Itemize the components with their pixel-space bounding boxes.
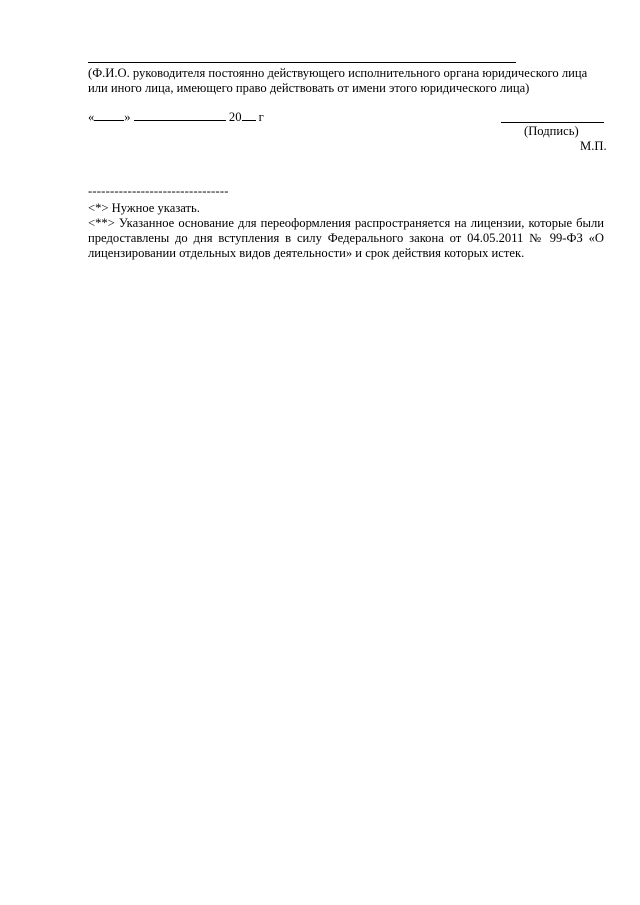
year-suffix: г bbox=[258, 110, 264, 124]
footnote-2: <**> Указанное основание для переоформления распространяется на лицензии, которые были предоставлены до дня вступления в силу Федерального закона от 04.05.2011 № 99-ФЗ «О лицензировании отдельных видов деятельности» и срок действия которых истек. bbox=[88, 216, 604, 260]
year-prefix: 20 bbox=[228, 110, 242, 124]
footnote-separator: -------------------------------- bbox=[88, 184, 229, 198]
caption-line-2: или иного лица, имеющего право действовать от имени этого юридического лица) bbox=[88, 81, 530, 95]
footnote-1: <*> Нужное указать. bbox=[88, 201, 200, 215]
year-blank bbox=[242, 109, 256, 121]
stamp-label: М.П. bbox=[580, 139, 607, 153]
month-blank bbox=[134, 109, 226, 121]
date-close-quote: » bbox=[124, 110, 131, 124]
date-row bbox=[88, 109, 264, 125]
signature-line bbox=[501, 122, 604, 123]
day-blank bbox=[94, 109, 124, 121]
date-open-quote: « bbox=[88, 110, 95, 124]
caption-line-1: (Ф.И.О. руководителя постоянно действующего исполнительного органа юридического лица bbox=[88, 66, 588, 80]
name-signature-line bbox=[88, 62, 516, 63]
name-caption bbox=[88, 66, 608, 96]
signature-label: (Подпись) bbox=[524, 124, 579, 138]
